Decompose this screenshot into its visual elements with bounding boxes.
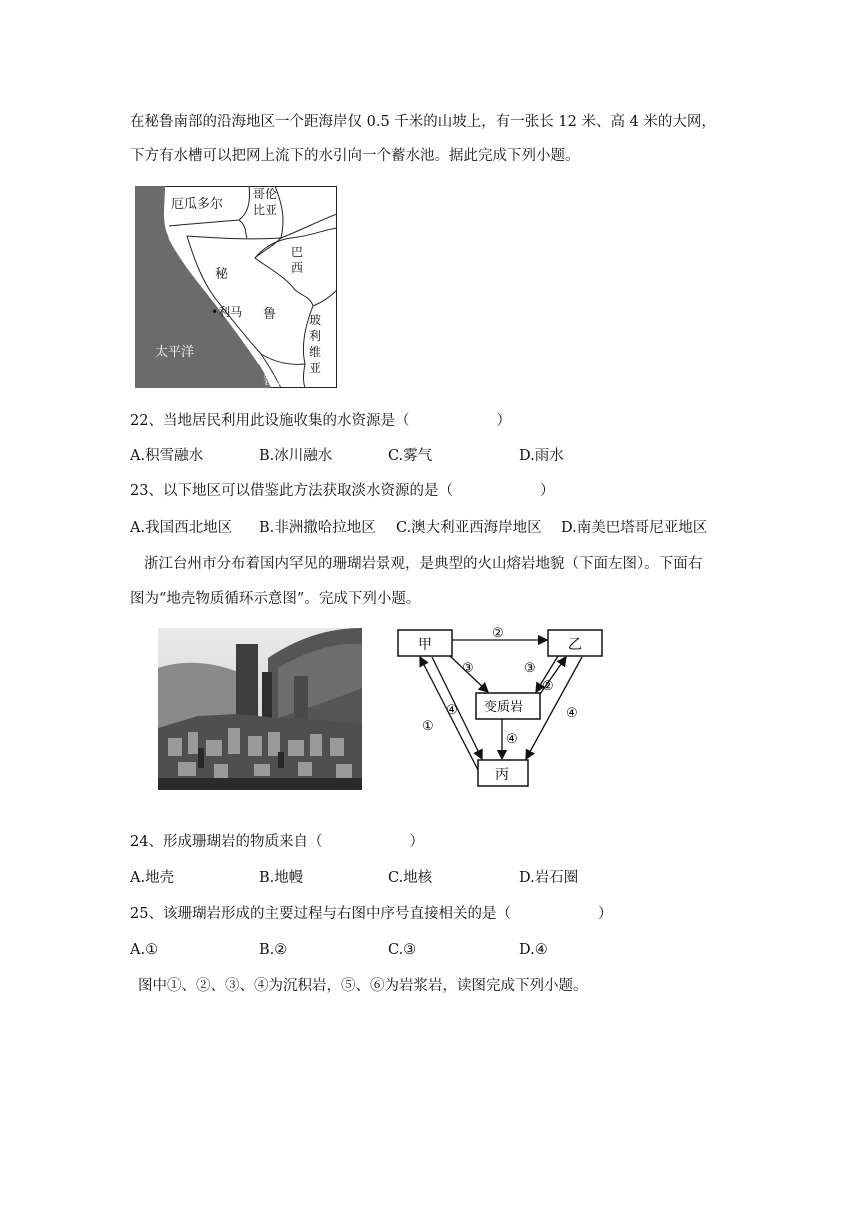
q23-option-b: B.非洲撒哈拉地区 (259, 520, 376, 536)
q23-option-a: A.我国西北地区 (130, 520, 233, 536)
map-label-bolivia-1: 玻 (309, 313, 322, 327)
q24-option-b: B.地幔 (259, 870, 304, 886)
q25-option-b: B.② (259, 942, 288, 958)
map-label-pacific: 太平洋 (155, 345, 195, 360)
label-arrow-meta-bing: ④ (506, 732, 518, 747)
passage1-line2: 下方有水槽可以把网上流下的水引向一个蓄水池。据此完成下列小题。 (130, 148, 580, 164)
label-arrow-yi-meta: ③ (524, 661, 536, 676)
coral-rock-photo (158, 628, 362, 790)
passage2-line1: 浙江台州市分布着国内罕见的珊瑚岩景观，是典型的火山熔岩地貌（下面左图）。下面右 (144, 556, 703, 572)
map-label-colombia-1: 哥伦 (253, 187, 278, 201)
q23-stem: 23、以下地区可以借鉴此方法获取淡水资源的是（ ） (130, 483, 555, 499)
label-metamorphic: 变质岩 (484, 700, 524, 715)
q25-option-a: A.① (130, 942, 159, 958)
peru-map (135, 186, 337, 388)
label-arrow-yi-bing: ④ (566, 706, 578, 721)
label-arrow-jia-bing: ④ (446, 703, 458, 718)
map-label-colombia-2: 比亚 (253, 203, 278, 217)
label-arrow-jia-yi: ② (492, 626, 504, 641)
label-arrow-bing-jia: ① (422, 719, 434, 734)
q24-option-d: D.岩石圈 (519, 870, 579, 886)
q23-option-c: C.澳大利亚西海岸地区 (396, 520, 542, 536)
q25-option-c: C.③ (388, 942, 417, 958)
map-label-brazil-2: 西 (291, 261, 304, 275)
label-bing: 丙 (495, 767, 509, 783)
q24-option-a: A.地壳 (130, 870, 175, 886)
q22-stem: 22、当地居民利用此设施收集的水资源是（ ） (130, 413, 511, 429)
q22-option-a: A.积雪融水 (130, 448, 204, 464)
label-jia: 甲 (418, 637, 432, 653)
q22-option-d: D.雨水 (519, 448, 564, 464)
map-label-peru-1: 秘 (215, 267, 229, 282)
passage1-line1: 在秘鲁南部的沿海地区一个距海岸仅 0.5 千米的山坡上，有一张长 12 米、高 4 米的大网， (130, 114, 716, 130)
passage3-line1: 图中①、②、③、④为沉积岩，⑤、⑥为岩浆岩，读图完成下列小题。 (138, 978, 588, 994)
map-label-bolivia-3: 维 (309, 345, 322, 359)
crust-cycle-diagram (390, 620, 620, 795)
map-label-chile: 智利 (263, 373, 288, 387)
q22-option-b: B.冰川融水 (259, 448, 333, 464)
map-label-bolivia-4: 亚 (309, 361, 322, 375)
q23-option-d: D.南美巴塔哥尼亚地区 (561, 520, 708, 536)
label-yi: 乙 (568, 637, 582, 653)
q24-stem: 24、形成珊瑚岩的物质来自（ ） (130, 834, 424, 850)
q25-option-d: D.④ (519, 942, 548, 958)
label-arrow-jia-meta: ③ (462, 661, 474, 676)
passage2-line2: 图为“地壳物质循环示意图”。完成下列小题。 (130, 591, 421, 607)
map-label-ecuador: 厄瓜多尔 (171, 197, 224, 212)
q25-stem: 25、该珊瑚岩形成的主要过程与右图中序号直接相关的是（ ） (130, 906, 613, 922)
q22-option-c: C.雾气 (388, 448, 433, 464)
label-arrow-meta-yi: ② (542, 679, 554, 694)
map-label-peru-2: 鲁 (263, 307, 277, 322)
map-label-bolivia-2: 利 (309, 329, 322, 343)
map-label-lima: •利马 (211, 305, 243, 319)
map-label-brazil-1: 巴 (291, 245, 304, 259)
q24-option-c: C.地核 (388, 870, 433, 886)
